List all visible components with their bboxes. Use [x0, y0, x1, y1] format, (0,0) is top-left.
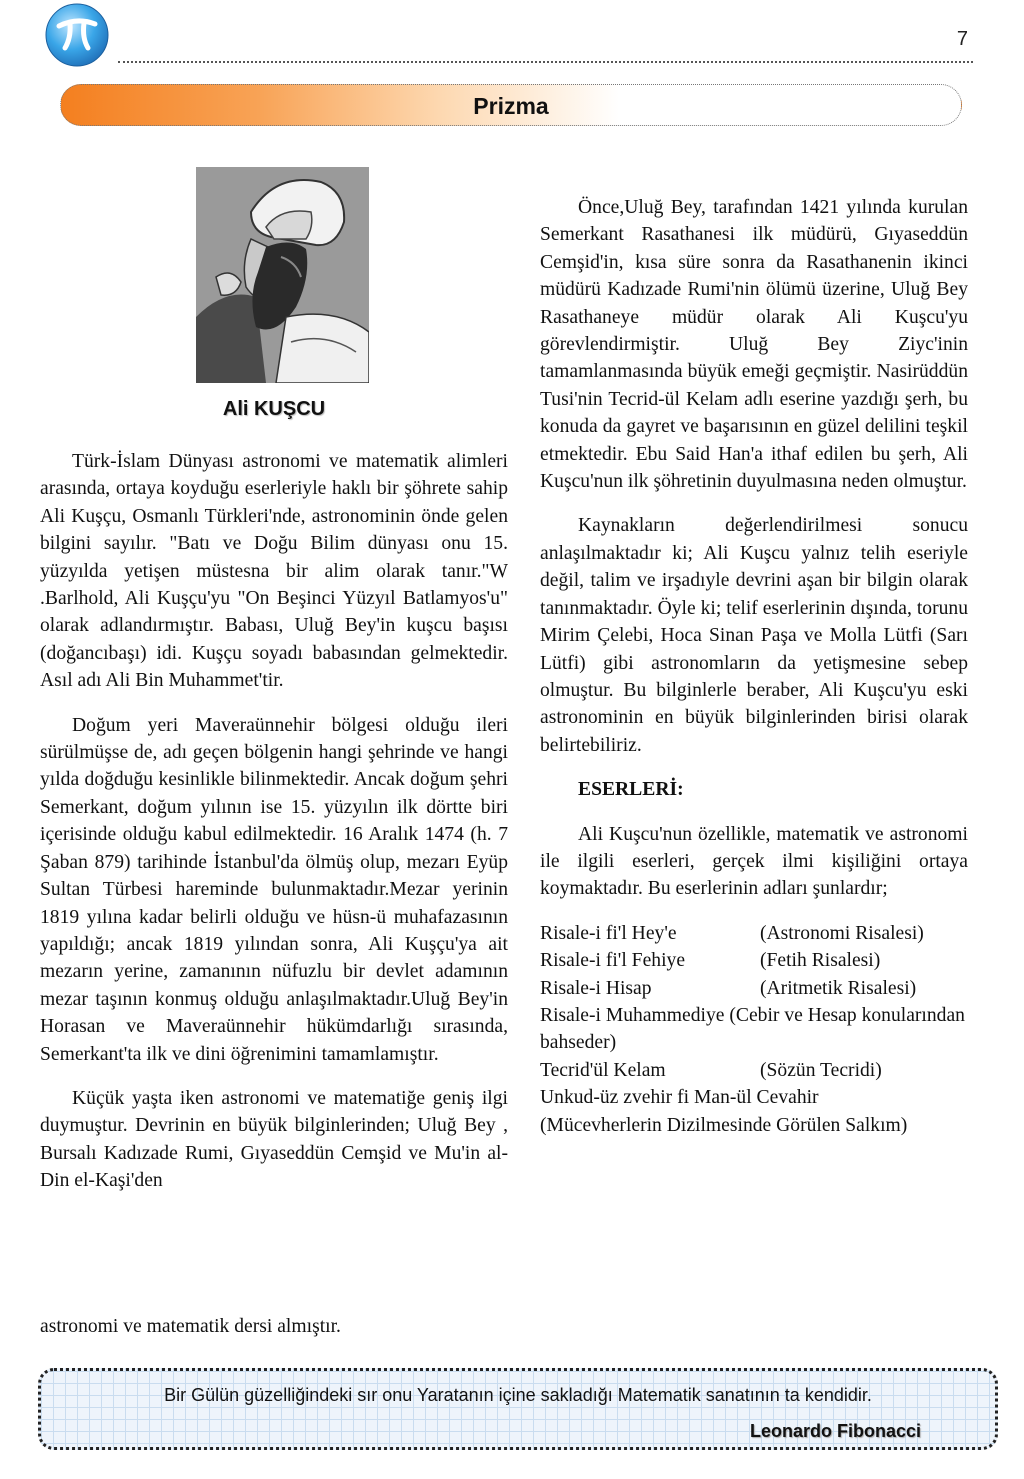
work-name: Risale-i fi'l Fehiye [540, 950, 686, 972]
work-description: (Aritmetik Risalesi) [760, 977, 917, 999]
list-item [540, 947, 968, 974]
paragraph: Önce,Uluğ Bey, tarafından 1421 yılında kurulan Semerkant Rasathanesi ilk müdürü, Gıyaseddün Cemşid'in, kısa süre sonra da Rasathanenin ikinci müdürü Kadızade Rumi'nin ölümü üzerine, Uluğ Bey Rasathaneye müdür olarak Ali Kuşcu'yu görevlendirmiştir. Uluğ Bey Ziyc'inin tamamlanmasında büyük emeği geçmiştir. Nasirüddün Tusi'nin Tecrid-ül Kelam adlı eserine yazdığı şerh, bu konuda da gayret ve başarısının en güzel delilini teşkil etmektedir. Ebu Said Han'a ithaf edilen bu şerh, Ali Kuşcu'nun ilk şöhretinin duyulmasına neden olmuştur. [540, 197, 968, 493]
paragraph: Türk-İslam Dünyası astronomi ve matematik alimleri arasında, ortaya koyduğu eserleriyle haklı bir şöhrete sahip Ali Kuşçu, Osmanlı Türkleri'nde, astronominin önde gelen bilgini sayılır. "Batı ve Doğu Bilim dünyası onu 15. yüzyılda yetişen müstesna bir alim olarak tanır."W .Barlhold, Ali Kuşçu'yu "On Beşinci Yüzyıl Batlamyos'u" olarak adlandırmıştır. Babası, Uluğ Bey'in kuşcu başısı (doğancıbaşı) idi. Kuşçu soyadı babasından gelmektedir. Asıl adı Ali Bin Muhammet'tir. [40, 451, 508, 692]
page-title: Prizma [473, 93, 549, 119]
works-list [540, 920, 968, 1139]
footer-author: Leonardo Fibonacci [749, 1421, 921, 1441]
work-description: (Fetih Risalesi) [760, 950, 881, 972]
work-description: (Astronomi Risalesi) [760, 922, 924, 944]
list-item: Risale-i Muhammediye (Cebir ve Hesap konularından bahseder) [540, 1004, 965, 1054]
list-item [540, 1057, 968, 1084]
section-heading: ESERLERİ: [578, 779, 684, 801]
work-name: Tecrid'ül Kelam [540, 1059, 666, 1081]
list-item [540, 975, 968, 1002]
left-column [40, 448, 508, 1212]
right-column [540, 194, 968, 1139]
list-item [540, 920, 968, 947]
list-item: (Mücevherlerin Dizilmesinde Görülen Salkım) [540, 1114, 908, 1136]
paragraph: Kaynakların değerlendirilmesi sonucu anlaşılmaktadır ki; Ali Kuşcu yalnız telih eseriyle değil, talim ve irşadıyle devrini aşan bir bilgin olarak tanınmaktadır. Öyle ki; telif eserlerinin dışında, torunu Mirim Çelebi, Hoca Sinan Paşa ve Molla Lütfi (Sarı Lütfi) gibi astronomların da yetişmesine sebep olmuştur. Bu bilginlerle beraber, Ali Kuşcu'yu eski astronominin en büyük bilginlerinden birisi olarak belirtebiliriz. [540, 515, 968, 756]
paragraph: Ali Kuşcu'nun özellikle, matematik ve astronomi ile ilgili eserleri, gerçek ilmi kişiliğini ortaya koymaktadır. Bu eserlerinin adları şunlardır; [540, 823, 968, 900]
footer-quote-box [38, 1368, 998, 1450]
title-banner [60, 84, 962, 126]
list-item: Unkud-üz zvehir fi Man-ül Cevahir [540, 1087, 819, 1109]
footer-quote: Bir Gülün güzelliğindeki sır onu Yaratanın içine sakladığı Matematik sanatının ta kendidir. [164, 1385, 872, 1405]
work-name: Risale-i fi'l Hey'e [540, 922, 677, 944]
header-divider [118, 61, 973, 63]
portrait-caption: Ali KUŞCU [222, 398, 326, 420]
paragraph: Doğum yeri Maveraünnehir bölgesi olduğu ileri sürülmüşse de, adı geçen bölgenin hangi şehrinde ve hangi yılda doğduğu kesinlikle bilinmektedir. Ancak doğum şehri Semerkant, doğum yılının ise 15. yüzyılın ilk dörtte biri içerisinde olduğu kabul edilmektedir. 16 Aralık 1474 (h. 7 Şaban 879) tarihinde İstanbul'da ölmüş olup, mezarı Eyüp Sultan Türbesi hareminde bulunmaktadır.Mezar yerinin 1819 yılına kadar belirli olduğu ve hüsn-ü muhafazasının yapıldığı; ancak 1819 yılından sonra, Ali Kuşçu'ya ait mezarın yerine, zamanının nüfuzlu bir devlet adamının mezar taşının konmuş olduğu anlaşılmaktadır.Uluğ Bey'in Horasan ve Maveraünnehir hükümdarlığı sırasında, Semerkant'ta ilk ve dini öğrenimini tamamlamıştır. [40, 714, 508, 1065]
page-number: 7 [956, 28, 968, 50]
work-description: (Sözün Tecridi) [760, 1059, 882, 1081]
pi-logo-icon [42, 2, 112, 68]
paragraph: Küçük yaşta iken astronomi ve matematiğe geniş ilgi duymuştur. Devrinin en büyük bilginlerinden; Uluğ Bey , Bursalı Kadızade Rumi, Gıyaseddün Cemşid ve Mu'in al-Din el-Kaşi'den [40, 1087, 508, 1192]
work-name: Risale-i Hisap [540, 977, 652, 999]
paragraph-continuation: astronomi ve matematik dersi almıştır. [40, 1316, 341, 1337]
portrait-image [196, 167, 369, 383]
